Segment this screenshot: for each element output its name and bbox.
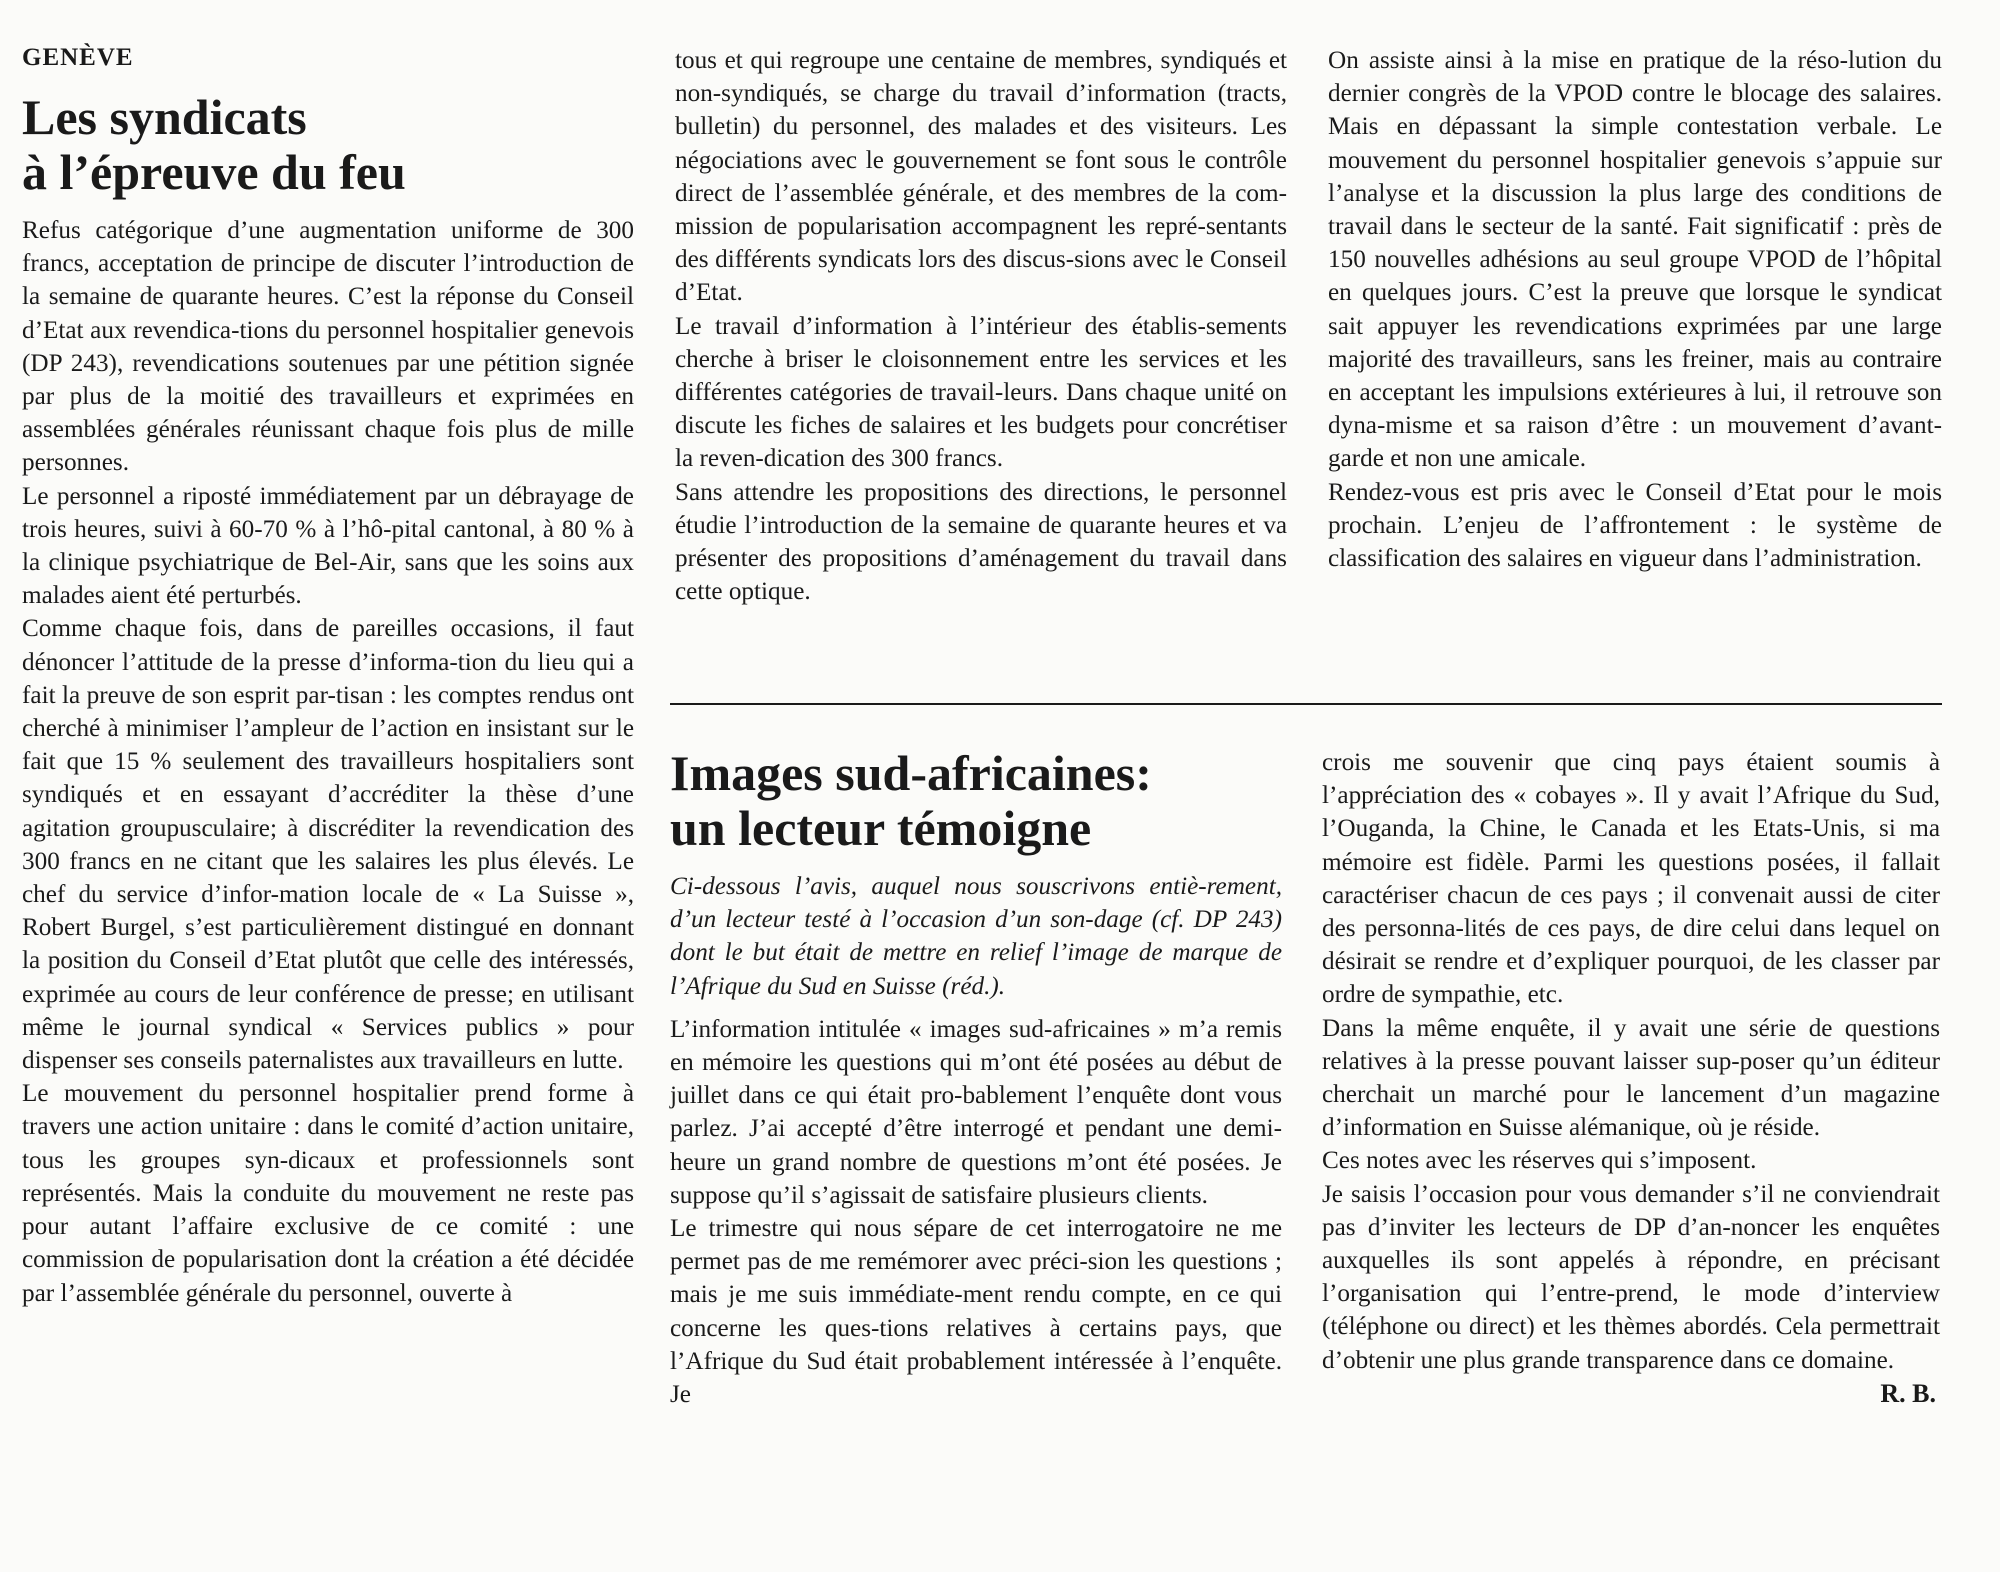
article2-paragraph: Le trimestre qui nous sépare de cet interrogatoire ne me permet pas de me remémorer avec préci-sion les questions ; mais je me suis immédiate-ment rendu compte, en ce qui concerne les ques-tions relatives à certains pays, que l’Afrique du Sud était probablement intéressée à l’enquête. Je xyxy=(670,1215,1282,1409)
author-signature: R. B. xyxy=(1880,1378,1936,1408)
article2-paragraph: Ces notes avec les réserves qui s’imposent. xyxy=(1322,1147,1757,1175)
article2-paragraph: Je saisis l’occasion pour vous demander s’il ne conviendrait pas d’inviter les lecteurs de DP d’an-noncer les enquêtes auxquelles ils sont appelés à répondre, en précisant l’organisation qui l’entre-prend, le mode d’interview (téléphone ou direct) et les thèmes abordés. Cela permettrait d’obtenir une plus grande transparence dans ce domaine. xyxy=(1322,1180,1940,1374)
article1-headline: Les syndicats à l’épreuve du feu xyxy=(22,89,406,200)
article1-paragraph: Le travail d’information à l’intérieur des établis-sements cherche à briser le cloisonnement entre les services et les différentes catégories de travail-leurs. Dans chaque unité on discute les fiches de salaires et les budgets pour concrétiser la reven-dication des 300 francs. xyxy=(675,312,1287,473)
article2-intro: Ci-dessous l’avis, auquel nous souscrivons entiè-rement, d’un lecteur testé à l’occasion d’un son-dage (cf. DP 243) dont le but était de mettre en relief l’image de marque de l’Afrique du Sud en Suisse (réd.). xyxy=(670,873,1282,1000)
article1-paragraph: On assiste ainsi à la mise en pratique de la réso-lution du dernier congrès de la VPOD contre le blocage des salaires. Mais en dépassant la simple contestation verbale. Le mouvement du personnel hospitalier genevois s’appuie sur l’analyse et la discussion la plus large des conditions de travail dans le secteur de la santé. Fait significatif : près de 150 nouvelles adhésions au seul groupe VPOD de l’hôpital en quelques jours. C’est la preuve que lorsque le syndicat sait appuyer les revendications exprimées par une large majorité des travailleurs, sans les freiner, mais au contraire en acceptant les impulsions extérieures à lui, il retrouve son dyna-misme et sa raison d’être : un mouvement d’avant-garde et non une amicale. xyxy=(1328,47,1942,473)
article2-column-3 xyxy=(1322,746,1940,1410)
article2-headline: Images sud-africaines: un lecteur témoigne xyxy=(670,745,1152,856)
article1-paragraph: Le personnel a riposté immédiatement par un débrayage de trois heures, suivi à 60-70 % à l’hô-pital cantonal, à 80 % à la clinique psychiatrique de Bel-Air, sans que les soins aux malades aient été perturbés. xyxy=(22,482,634,610)
article1-paragraph: Refus catégorique d’une augmentation uniforme de 300 francs, acceptation de principe de discuter l’introduction de la semaine de quarante heures. C’est la réponse du Conseil d’Etat aux revendica-tions du personnel hospitalier genevois (DP 243), revendications soutenues par une pétition signée par plus de la moitié des travailleurs et exprimées en assemblées générales réunissant chaque fois plus de mille personnes. xyxy=(22,217,634,477)
article1-paragraph: Sans attendre les propositions des directions, le personnel étudie l’introduction de la semaine de quarante heures et va présenter des propositions d’aménagement du travail dans cette optique. xyxy=(675,478,1287,606)
article1-paragraph: Comme chaque fois, dans de pareilles occasions, il faut dénoncer l’attitude de la presse d’informa-tion du lieu qui a fait la preuve de son esprit par-tisan : les comptes rendus ont cherché à minimiser l’ampleur de l’action en insistant sur le fait que 15 % seulement des travailleurs hospitaliers sont syndiqués et en essayant d’accréditer la thèse d’une agitation groupusculaire; à discréditer la revendication des 300 francs en ne citant que les salaires les plus élevés. Le chef du service d’infor-mation locale de « La Suisse », Robert Burgel, s’est particulièrement distingué en donnant la position du Conseil d’Etat plutôt que celle des intéressés, exprimée au cours de leur conférence de presse; en utilisant même le journal syndical « Services publics » pour dispenser ses conseils paternalistes aux travailleurs en lutte. xyxy=(22,615,634,1075)
article1-paragraph: tous et qui regroupe une centaine de membres, syndiqués et non-syndiqués, se charge du travail d’information (tracts, bulletin) du personnel, des malades et des visiteurs. Les négociations avec le gouvernement se font sous le contrôle direct de l’assemblée générale, et des membres de la com-mission de popularisation accompagnent les repré-sentants des différents syndicats lors des discus-sions avec le Conseil d’Etat. xyxy=(675,47,1287,307)
section-divider xyxy=(670,703,1942,705)
article1-column-1 xyxy=(22,36,634,1310)
article2-column-2 xyxy=(670,746,1282,1411)
article1-paragraph: Rendez-vous est pris avec le Conseil d’Etat pour le mois prochain. L’enjeu de l’affrontement : le système de classification des salaires en vigueur dans l’administration. xyxy=(1328,478,1942,573)
article2-paragraph: crois me souvenir que cinq pays étaient soumis à l’appréciation des « cobayes ». Il y avait l’Afrique du Sud, l’Ouganda, la Chine, le Canada et les Etats-Unis, si ma mémoire est fidèle. Parmi les questions posées, il fallait caractériser chacun de ces pays ; il convenait aussi de citer des personna-lités de ces pays, de dire celui dans lequel on désirait se rendre et d’expliquer pourquoi, de les classer par ordre de sympathie, etc. xyxy=(1322,749,1940,1009)
section-label: GENÈVE xyxy=(22,44,134,71)
article1-paragraph: Le mouvement du personnel hospitalier prend forme à travers une action unitaire : dans le comité d’action unitaire, tous les groupes syn-dicaux et professionnels sont représentés. Mais la conduite du mouvement ne reste pas pour autant l’affaire exclusive de ce comité : une commission de popularisation dont la création a été décidée par l’assemblée générale du personnel, ouverte à xyxy=(22,1080,634,1307)
article2-paragraph: L’information intitulée « images sud-africaines » m’a remis en mémoire les questions qui m’ont été posées au début de juillet dans ce qui était pro-bablement l’enquête dont vous parlez. J’ai accepté d’être interrogé et pendant une demi-heure un grand nombre de questions m’ont été posées. Je suppose qu’il s’agissait de satisfaire plusieurs clients. xyxy=(670,1015,1282,1209)
article2-paragraph: Dans la même enquête, il y avait une série de questions relatives à la presse pouvant laisser sup-poser qu’un éditeur cherchait un marché pour le lancement d’un magazine d’information en Suisse alémanique, où je réside. xyxy=(1322,1014,1940,1142)
article1-column-2 xyxy=(675,44,1287,608)
article1-column-3 xyxy=(1328,44,1942,575)
